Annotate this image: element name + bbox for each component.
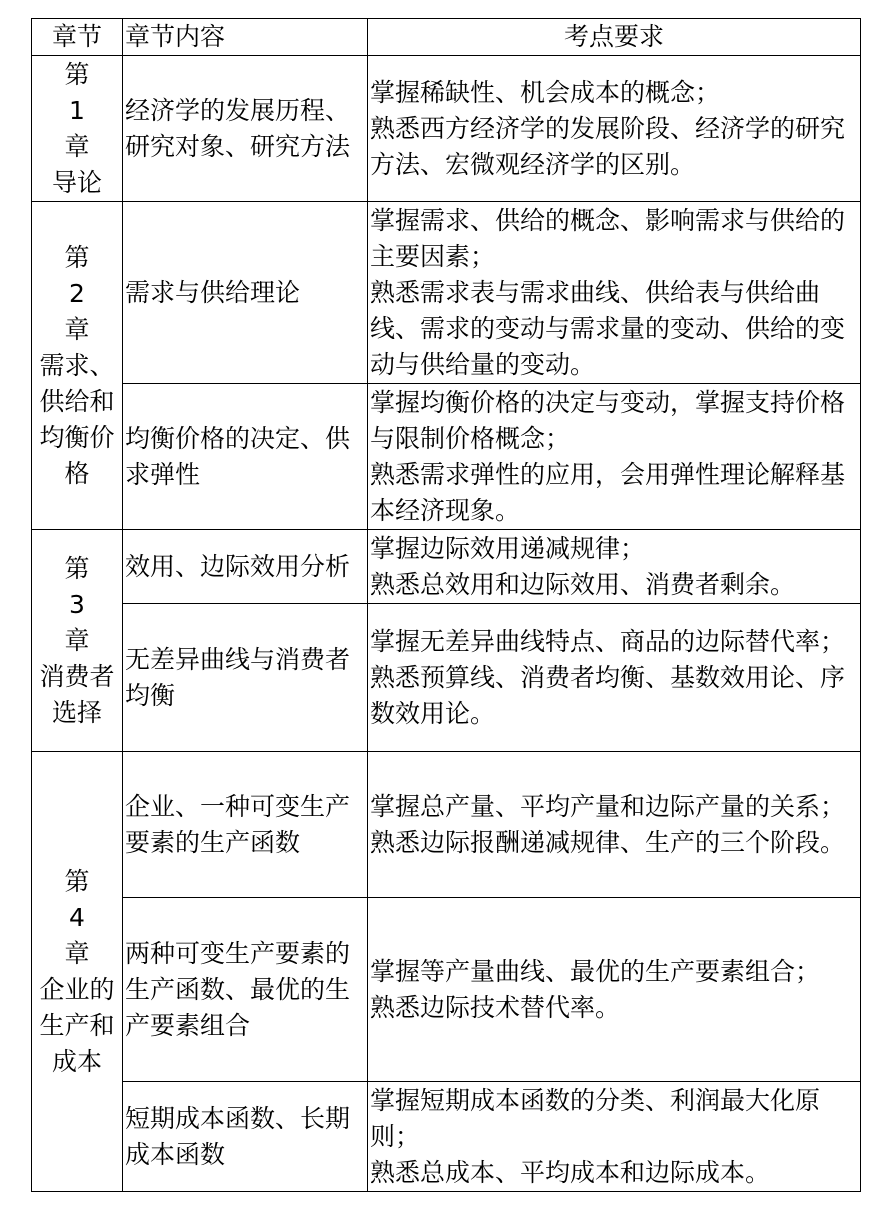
table-row [32,1082,861,1192]
section-content: 无差异曲线与消费者均衡 [123,604,368,752]
section-requirements: 掌握均衡价格的决定与变动，掌握支持价格与限制价格概念； 熟悉需求弹性的应用，会用弹性理论解释基本经济现象。 [368,384,861,530]
section-content: 需求与供给理论 [123,202,368,384]
header-chapter: 章节 [32,19,123,56]
table-row [32,898,861,1082]
table-row [32,384,861,530]
section-requirements: 掌握需求、供给的概念、影响需求与供给的主要因素； 熟悉需求表与需求曲线、供给表与供给曲线、需求的变动与需求量的变动、供给的变动与供给量的变动。 [368,202,861,384]
header-content: 章节内容 [123,19,368,56]
section-requirements: 掌握稀缺性、机会成本的概念； 熟悉西方经济学的发展阶段、经济学的研究方法、宏微观经济学的区别。 [368,56,861,202]
chapter-cell: 第 3 章 消费者 选择 [32,530,123,752]
section-requirements: 掌握短期成本函数的分类、利润最大化原则； 熟悉总成本、平均成本和边际成本。 [368,1082,861,1192]
section-content: 企业、一种可变生产要素的生产函数 [123,752,368,898]
chapter-cell: 第 2 章 需求、 供给和 均衡价 格 [32,202,123,530]
syllabus-table [31,18,861,1192]
section-requirements: 掌握总产量、平均产量和边际产量的关系； 熟悉边际报酬递减规律、生产的三个阶段。 [368,752,861,898]
table-row [32,56,861,202]
chapter-cell: 第 4 章 企业的 生产和 成本 [32,752,123,1192]
chapter-cell: 第 1 章 导论 [32,56,123,202]
section-content: 效用、边际效用分析 [123,530,368,604]
table-row [32,202,861,384]
section-content: 均衡价格的决定、供求弹性 [123,384,368,530]
section-content: 两种可变生产要素的生产函数、最优的生产要素组合 [123,898,368,1082]
header-row [32,19,861,56]
table-row [32,530,861,604]
section-requirements: 掌握等产量曲线、最优的生产要素组合； 熟悉边际技术替代率。 [368,898,861,1082]
table-row [32,604,861,752]
section-requirements: 掌握无差异曲线特点、商品的边际替代率； 熟悉预算线、消费者均衡、基数效用论、序数效用论。 [368,604,861,752]
header-requirements: 考点要求 [368,19,861,56]
table-row [32,752,861,898]
section-requirements: 掌握边际效用递减规律； 熟悉总效用和边际效用、消费者剩余。 [368,530,861,604]
section-content: 短期成本函数、长期成本函数 [123,1082,368,1192]
section-content: 经济学的发展历程、研究对象、研究方法 [123,56,368,202]
